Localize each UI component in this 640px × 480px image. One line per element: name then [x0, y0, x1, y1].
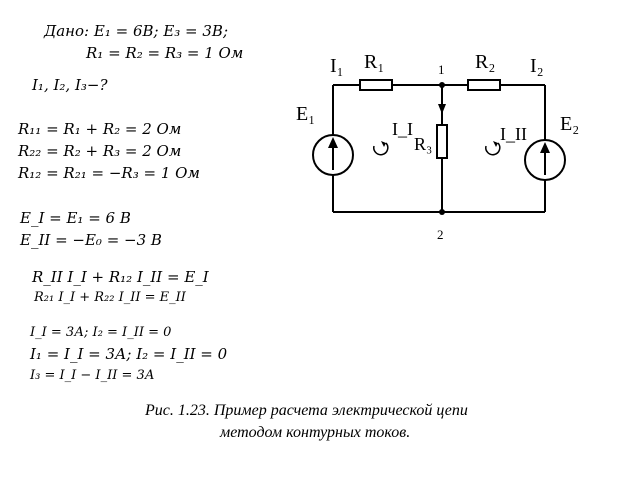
label-r1: R₁ [364, 51, 385, 73]
resistor-r2 [468, 80, 500, 90]
label-iii: I_II [500, 124, 527, 144]
label-i2: I₂ [530, 55, 544, 77]
solution-line-2: I₁ = I_I = 3А; I₂ = I_II = 0 [30, 345, 228, 363]
node-2-dot [439, 209, 445, 215]
eii-equation: E_II = −E₀ = −3 В [20, 231, 162, 249]
source-e1 [313, 135, 353, 175]
loop-arrow-ii-head [493, 141, 498, 147]
solution-line-1: I_I = 3А; I₂ = I_II = 0 [30, 325, 172, 340]
node-1-dot [439, 82, 445, 88]
current-arrow-i3 [438, 104, 446, 114]
resistor-r3 [437, 125, 447, 158]
label-e2: E₂ [560, 113, 580, 135]
loop-arrow-i-head [381, 141, 386, 147]
solution-line-3: I₃ = I_I − I_II = 3А [30, 368, 155, 383]
system-equation-2: R₂₁ I_I + R₂₂ I_II = E_II [34, 290, 186, 305]
figure-caption-line-1: Рис. 1.23. Пример расчета электрической цепи [145, 402, 468, 419]
label-r2: R₂ [475, 51, 496, 73]
r11-equation: R₁₁ = R₁ + R₂ = 2 Ом [18, 120, 182, 138]
loop-arrow-ii [486, 143, 500, 155]
r22-equation: R₂₂ = R₂ + R₃ = 2 Ом [18, 142, 182, 160]
r12-equation: R₁₂ = R₂₁ = −R₃ = 1 Ом [18, 164, 200, 182]
system-equation-1: R_II I_I + R₁₂ I_II = E_I [32, 268, 209, 286]
label-e1: E₁ [296, 103, 316, 125]
ei-equation: E_I = E₁ = 6 В [20, 209, 131, 227]
given-line-1: Дано: E₁ = 6В; E₃ = 3В; [44, 22, 229, 40]
loop-arrow-i [374, 143, 388, 155]
figure-caption-line-2: методом контурных токов. [220, 424, 411, 441]
given-line-2: R₁ = R₂ = R₃ = 1 Ом [86, 44, 244, 62]
label-ii: I_I [392, 119, 413, 139]
label-node2: 2 [437, 227, 444, 242]
source-e2 [525, 140, 565, 180]
label-i1: I₁ [330, 55, 344, 77]
label-r3: R₃ [414, 134, 433, 154]
label-node1: 1 [438, 62, 445, 77]
given-line-3: I₁, I₂, I₃−? [32, 76, 108, 94]
resistor-r1 [360, 80, 392, 90]
